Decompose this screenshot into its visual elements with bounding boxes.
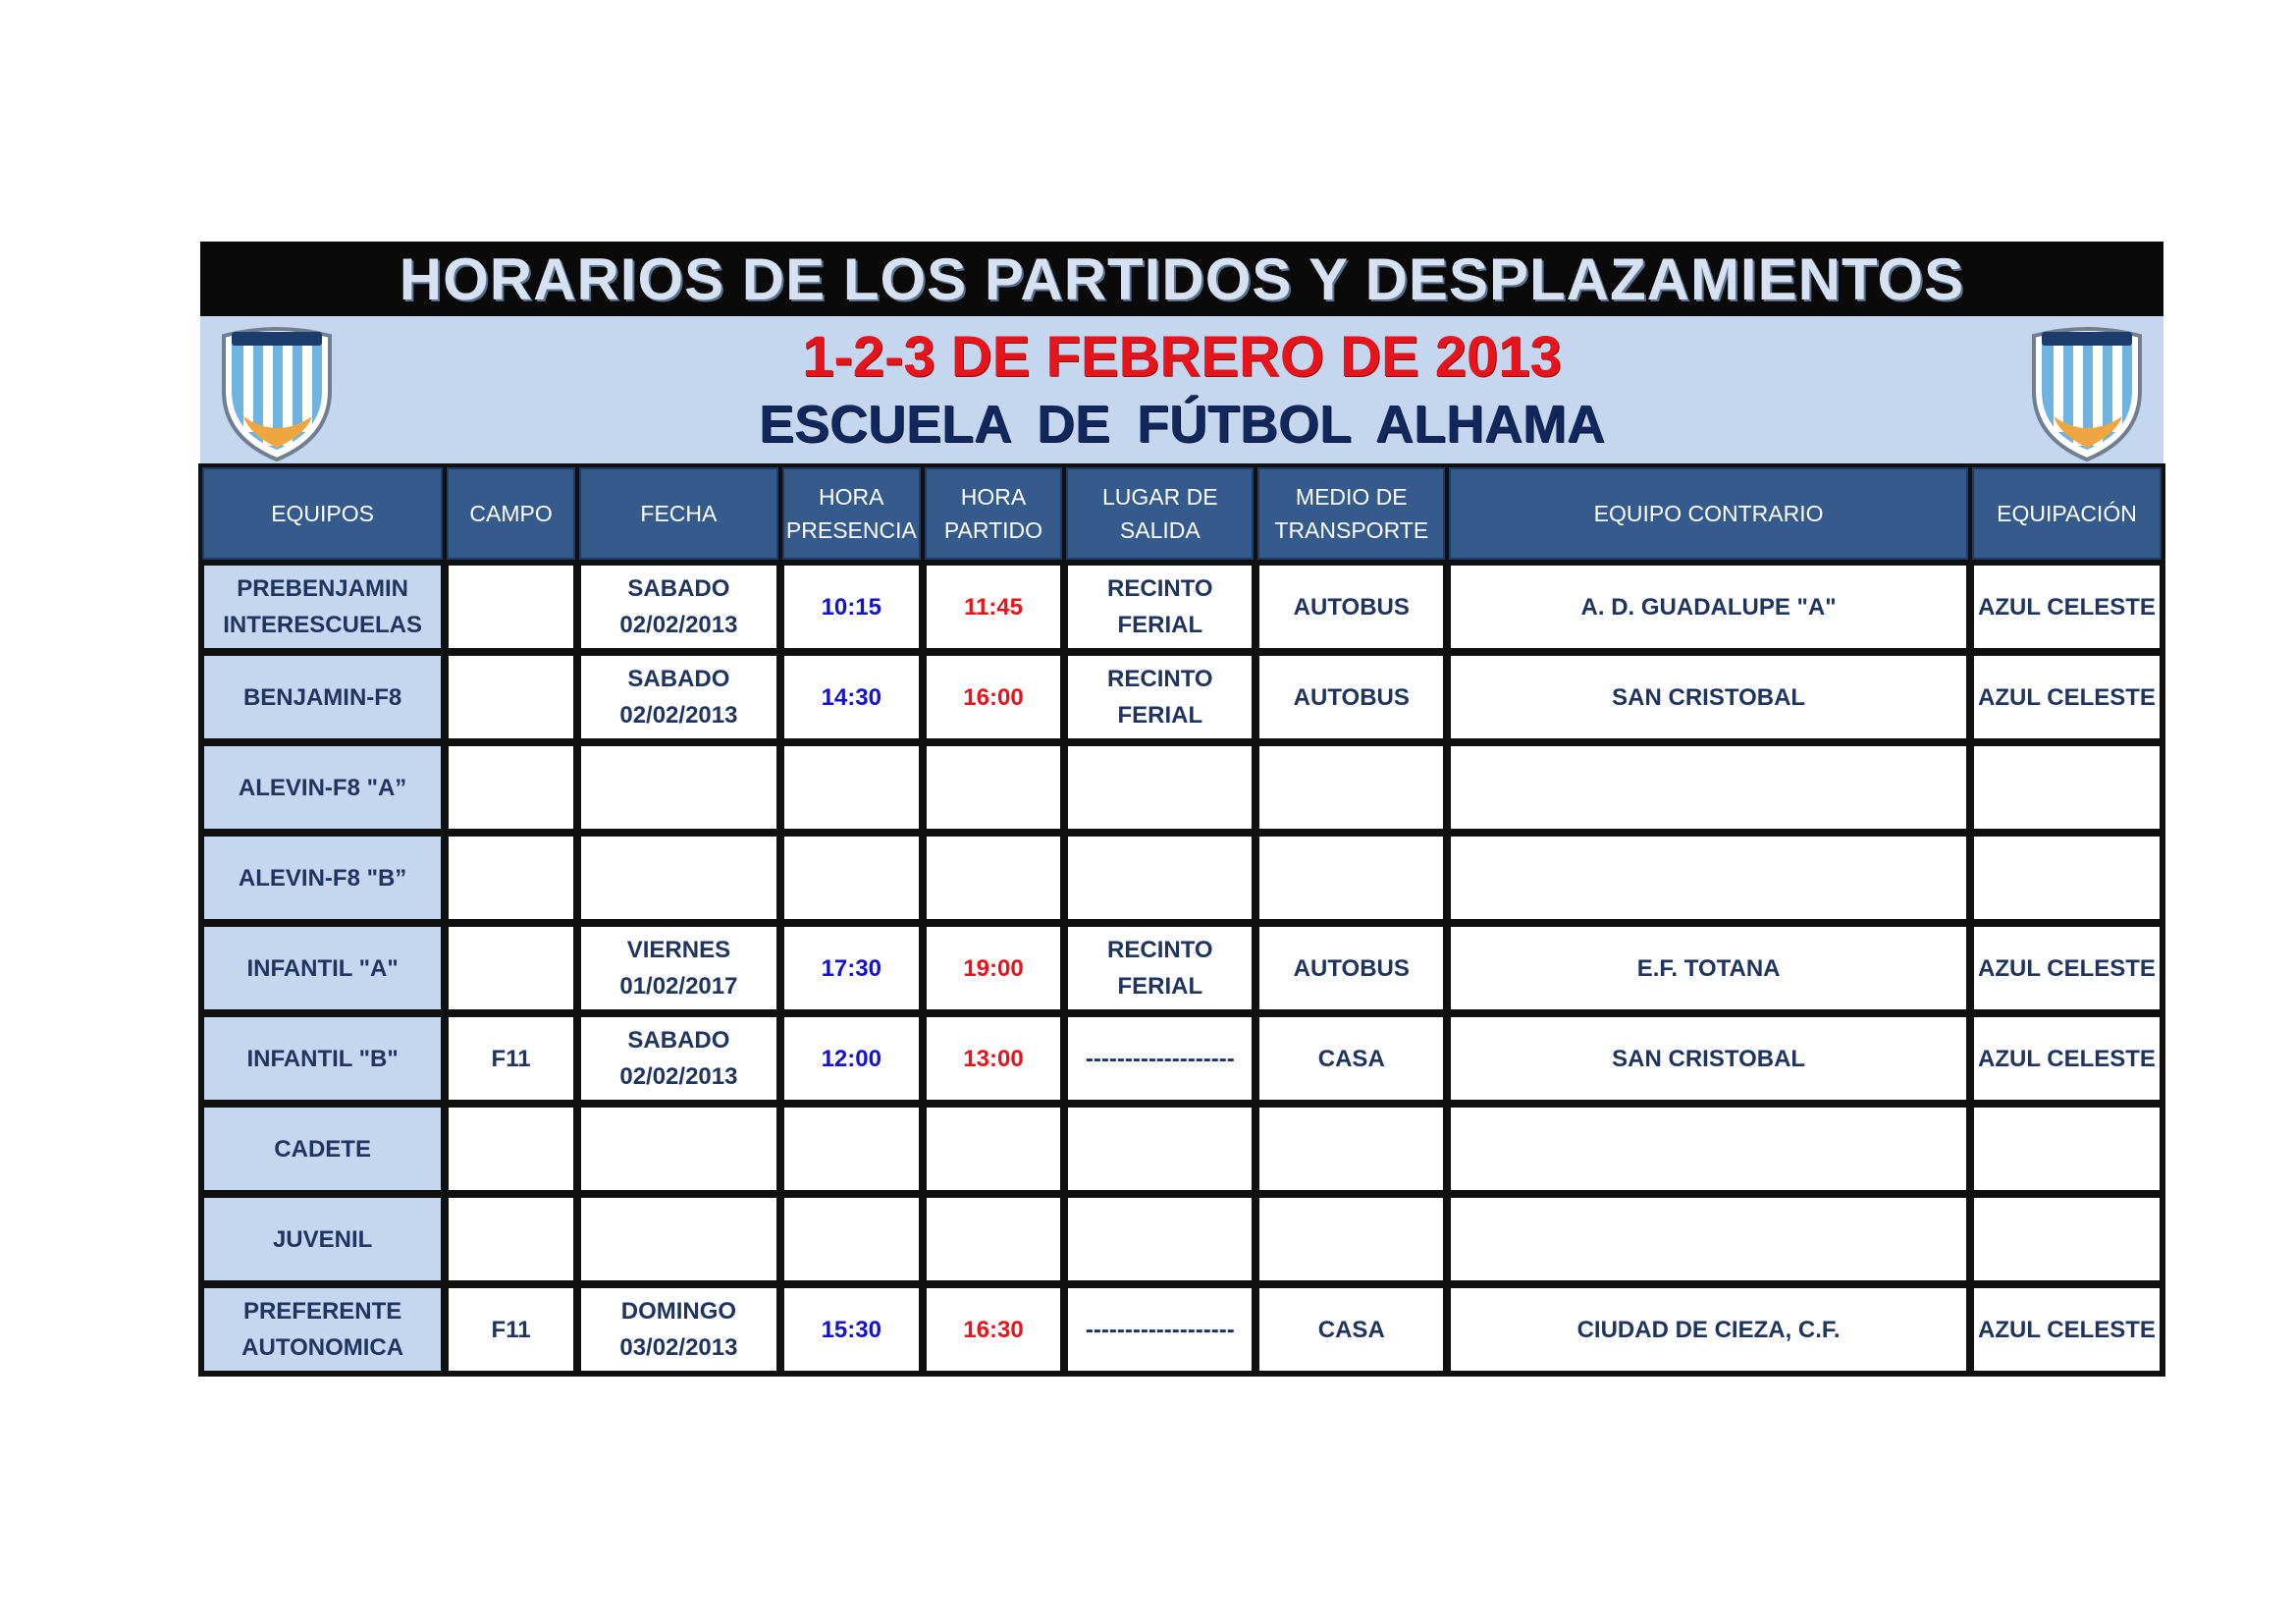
cell-field: [447, 835, 575, 921]
cell-field: F11: [447, 1015, 575, 1102]
schedule-table: [198, 463, 2165, 1377]
cell-match-time: [925, 744, 1063, 831]
cell-departure: -------------------: [1066, 1015, 1254, 1102]
cell-match-time: 16:30: [925, 1286, 1063, 1373]
cell-presence-time: 14:30: [782, 654, 921, 740]
subtitle-school: ESCUELA DE FÚTBOL ALHAMA: [759, 395, 1605, 454]
cell-team: BENJAMIN-F8: [202, 654, 443, 740]
cell-presence-time: 15:30: [782, 1286, 921, 1373]
cell-transport: AUTOBUS: [1257, 564, 1445, 650]
table-row: [202, 564, 2162, 650]
cell-date: DOMINGO 03/02/2013: [579, 1286, 778, 1373]
column-header-equipo-contrario: EQUIPO CONTRARIO: [1449, 467, 1968, 560]
cell-kit: AZUL CELESTE: [1972, 564, 2162, 650]
cell-team: PREFERENTE AUTONOMICA: [202, 1286, 443, 1373]
cell-field: [447, 925, 575, 1011]
table-row: [202, 1015, 2162, 1102]
cell-transport: [1257, 744, 1445, 831]
cell-departure: [1066, 1106, 1254, 1192]
cell-match-time: [925, 1106, 1063, 1192]
subtitle-band: [200, 316, 2163, 463]
cell-field: [447, 1196, 575, 1282]
title-bar: [200, 242, 2163, 316]
column-header-campo: CAMPO: [447, 467, 575, 560]
cell-transport: AUTOBUS: [1257, 925, 1445, 1011]
cell-kit: AZUL CELESTE: [1972, 654, 2162, 740]
column-header-fecha: FECHA: [579, 467, 778, 560]
cell-departure: -------------------: [1066, 1286, 1254, 1373]
cell-team: INFANTIL "A": [202, 925, 443, 1011]
cell-opponent: CIUDAD DE CIEZA, C.F.: [1449, 1286, 1968, 1373]
cell-transport: CASA: [1257, 1015, 1445, 1102]
cell-opponent: [1449, 744, 1968, 831]
cell-opponent: E.F. TOTANA: [1449, 925, 1968, 1011]
cell-field: [447, 744, 575, 831]
cell-date: [579, 1196, 778, 1282]
cell-field: [447, 654, 575, 740]
cell-date: [579, 1106, 778, 1192]
table-row: [202, 1196, 2162, 1282]
cell-kit: [1972, 1106, 2162, 1192]
cell-opponent: SAN CRISTOBAL: [1449, 654, 1968, 740]
cell-transport: [1257, 1106, 1445, 1192]
cell-date: [579, 744, 778, 831]
cell-presence-time: [782, 835, 921, 921]
cell-opponent: [1449, 835, 1968, 921]
cell-presence-time: 17:30: [782, 925, 921, 1011]
cell-team: ALEVIN-F8 "A”: [202, 744, 443, 831]
cell-date: [579, 835, 778, 921]
cell-transport: [1257, 1196, 1445, 1282]
column-header-lugar-salida: LUGAR DE SALIDA: [1066, 467, 1254, 560]
cell-match-time: 16:00: [925, 654, 1063, 740]
table-row: [202, 744, 2162, 831]
table-row: [202, 925, 2162, 1011]
club-crest-icon: [2026, 322, 2148, 461]
subtitle-date: 1-2-3 DE FEBRERO DE 2013: [802, 325, 1562, 389]
cell-kit: AZUL CELESTE: [1972, 925, 2162, 1011]
cell-opponent: SAN CRISTOBAL: [1449, 1015, 1968, 1102]
cell-kit: AZUL CELESTE: [1972, 1286, 2162, 1373]
cell-date: SABADO 02/02/2013: [579, 654, 778, 740]
club-crest-icon: [216, 322, 338, 461]
table-row: [202, 654, 2162, 740]
column-header-equipos: EQUIPOS: [202, 467, 443, 560]
column-header-medio-transporte: MEDIO DE TRANSPORTE: [1257, 467, 1445, 560]
cell-match-time: 13:00: [925, 1015, 1063, 1102]
cell-presence-time: [782, 1196, 921, 1282]
cell-kit: [1972, 835, 2162, 921]
cell-team: PREBENJAMIN INTERESCUELAS: [202, 564, 443, 650]
cell-departure: [1066, 744, 1254, 831]
cell-date: SABADO 02/02/2013: [579, 1015, 778, 1102]
schedule-sheet: [200, 242, 2163, 1377]
cell-field: F11: [447, 1286, 575, 1373]
cell-kit: AZUL CELESTE: [1972, 1015, 2162, 1102]
cell-departure: [1066, 1196, 1254, 1282]
table-row: [202, 1286, 2162, 1373]
cell-transport: AUTOBUS: [1257, 654, 1445, 740]
cell-team: JUVENIL: [202, 1196, 443, 1282]
cell-kit: [1972, 1196, 2162, 1282]
cell-date: VIERNES 01/02/2017: [579, 925, 778, 1011]
cell-match-time: 19:00: [925, 925, 1063, 1011]
cell-date: SABADO 02/02/2013: [579, 564, 778, 650]
page-title: HORARIOS DE LOS PARTIDOS Y DESPLAZAMIENTOS: [399, 245, 1965, 312]
table-row: [202, 1106, 2162, 1192]
cell-field: [447, 1106, 575, 1192]
cell-opponent: A. D. GUADALUPE "A": [1449, 564, 1968, 650]
cell-departure: RECINTO FERIAL: [1066, 564, 1254, 650]
cell-presence-time: 10:15: [782, 564, 921, 650]
column-header-equipacion: EQUIPACIÓN: [1972, 467, 2162, 560]
cell-team: ALEVIN-F8 "B”: [202, 835, 443, 921]
cell-transport: CASA: [1257, 1286, 1445, 1373]
cell-kit: [1972, 744, 2162, 831]
cell-departure: RECINTO FERIAL: [1066, 925, 1254, 1011]
cell-presence-time: [782, 744, 921, 831]
cell-match-time: [925, 835, 1063, 921]
cell-departure: [1066, 835, 1254, 921]
cell-field: [447, 564, 575, 650]
column-header-hora-presencia: HORA PRESENCIA: [782, 467, 921, 560]
cell-presence-time: 12:00: [782, 1015, 921, 1102]
cell-match-time: 11:45: [925, 564, 1063, 650]
cell-opponent: [1449, 1196, 1968, 1282]
cell-opponent: [1449, 1106, 1968, 1192]
cell-transport: [1257, 835, 1445, 921]
column-header-hora-partido: HORA PARTIDO: [925, 467, 1063, 560]
cell-team: CADETE: [202, 1106, 443, 1192]
table-row: [202, 835, 2162, 921]
cell-presence-time: [782, 1106, 921, 1192]
cell-departure: RECINTO FERIAL: [1066, 654, 1254, 740]
cell-match-time: [925, 1196, 1063, 1282]
table-header-row: [202, 467, 2162, 560]
cell-team: INFANTIL "B": [202, 1015, 443, 1102]
